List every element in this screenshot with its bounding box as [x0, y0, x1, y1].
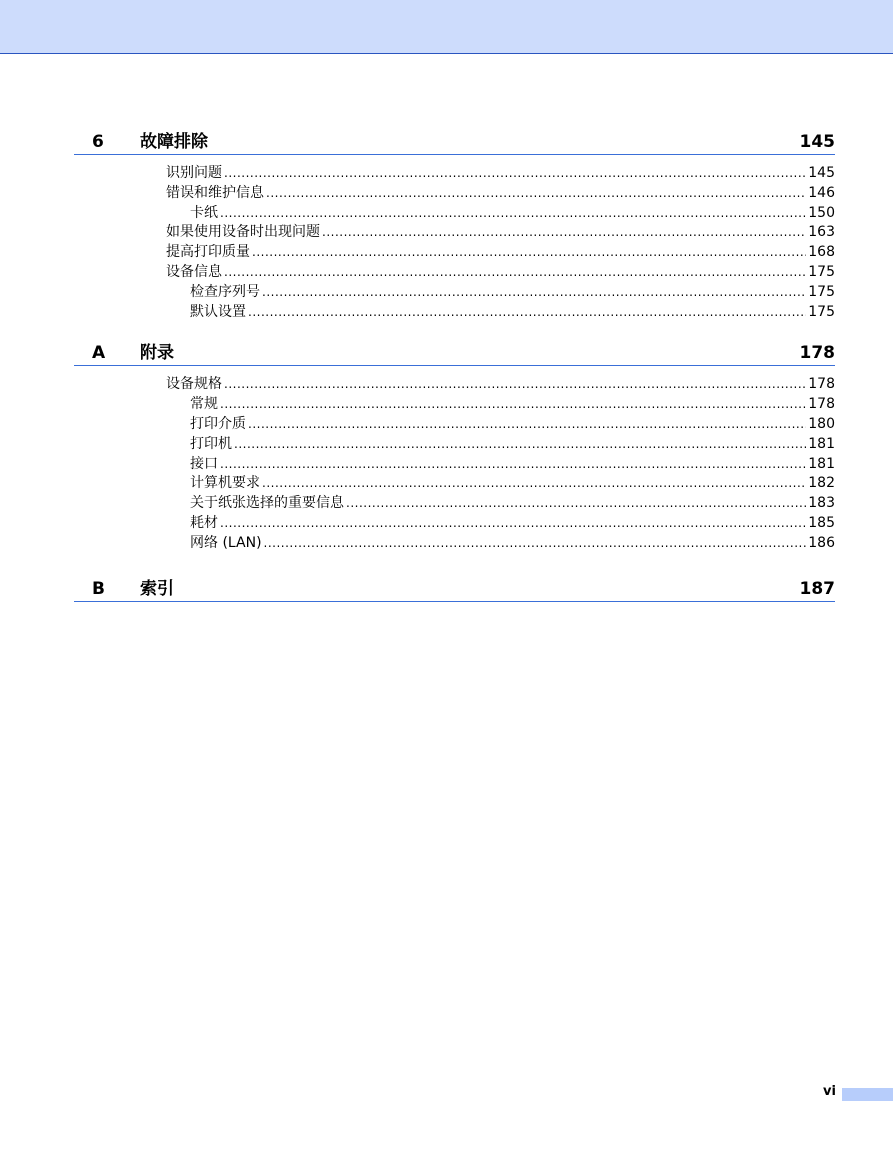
toc-entry[interactable]: [74, 435, 835, 455]
dot-leader: [266, 184, 806, 204]
toc-entry-page: 185: [808, 514, 835, 531]
chapter-a: [74, 341, 835, 553]
dot-leader: [248, 303, 806, 323]
dot-leader: [322, 223, 806, 243]
toc-entry-page: 150: [808, 204, 835, 221]
header-band: [0, 0, 893, 54]
toc-entry-page: 175: [808, 303, 835, 320]
chapter-b: [74, 577, 835, 602]
toc-entry[interactable]: [74, 263, 835, 283]
spacer: [74, 554, 835, 577]
toc-entry-page: 178: [808, 396, 835, 413]
toc-entry[interactable]: [74, 303, 835, 323]
dot-leader: [220, 204, 806, 224]
toc-entry[interactable]: [74, 184, 835, 204]
table-of-contents: [74, 130, 835, 602]
dot-leader: [224, 164, 806, 184]
toc-entry-page: 182: [808, 475, 835, 492]
chapter-heading[interactable]: [74, 341, 835, 366]
toc-entry[interactable]: [74, 204, 835, 224]
chapter-heading[interactable]: [74, 130, 835, 155]
toc-entry[interactable]: [74, 534, 835, 554]
toc-entry-label: 常规: [190, 396, 218, 413]
chapter-title: 附录: [140, 343, 174, 364]
chapter-heading[interactable]: [74, 577, 835, 602]
toc-entry[interactable]: [74, 494, 835, 514]
toc-entry[interactable]: [74, 223, 835, 243]
toc-entry-page: 181: [808, 455, 835, 472]
toc-entry-page: 146: [808, 184, 835, 201]
spacer: [74, 322, 835, 341]
toc-entry-page: 180: [808, 415, 835, 432]
toc-entry-label: 网络 (LAN): [190, 534, 262, 551]
toc-entry-page: 175: [808, 263, 835, 280]
toc-entry-page: 163: [808, 224, 835, 241]
toc-entry-page: 175: [808, 283, 835, 300]
toc-entry-label: 设备信息: [166, 263, 222, 280]
toc-entry[interactable]: [74, 415, 835, 435]
dot-leader: [264, 534, 807, 554]
toc-entry-label: 打印介质: [190, 415, 246, 432]
toc-entry-label: 识别问题: [166, 165, 222, 181]
chapter-page-number: 145: [799, 132, 835, 152]
toc-entry-page: 186: [808, 534, 835, 551]
toc-entry-page: 183: [808, 495, 835, 512]
dot-leader: [224, 375, 806, 395]
dot-leader: [220, 455, 806, 475]
dot-leader: [224, 263, 806, 283]
toc-entry[interactable]: [74, 375, 835, 395]
toc-entry[interactable]: [74, 474, 835, 494]
toc-entry-page: 145: [808, 165, 835, 181]
chapter-number: B: [92, 578, 105, 599]
toc-entry[interactable]: [74, 283, 835, 303]
toc-entry[interactable]: [74, 514, 835, 534]
chapter-title: 索引: [140, 578, 174, 599]
chapter-number: 6: [92, 132, 104, 152]
toc-entry-label: 计算机要求: [190, 475, 260, 492]
toc-entry-label: 提高打印质量: [166, 244, 250, 261]
toc-entry-label: 错误和维护信息: [166, 184, 264, 201]
toc-entry-label: 接口: [190, 455, 218, 472]
dot-leader: [220, 514, 806, 534]
dot-leader: [262, 283, 806, 303]
dot-leader: [252, 243, 806, 263]
chapter-entries: [74, 155, 835, 322]
toc-entry[interactable]: [74, 243, 835, 263]
page-number: vi: [823, 1084, 836, 1099]
toc-entry-label: 默认设置: [190, 303, 246, 320]
toc-entry[interactable]: [74, 164, 835, 184]
toc-entry-label: 如果使用设备时出现问题: [166, 224, 320, 241]
chapter-title: 故障排除: [140, 132, 208, 152]
dot-leader: [248, 415, 806, 435]
dot-leader: [220, 395, 806, 415]
chapter-page-number: 178: [799, 343, 835, 364]
toc-entry-page: 181: [808, 435, 835, 452]
dot-leader: [262, 474, 806, 494]
chapter-6: [74, 130, 835, 322]
chapter-page-number: 187: [799, 578, 835, 599]
toc-entry[interactable]: [74, 455, 835, 475]
toc-entry-page: 168: [808, 244, 835, 261]
footer-tab: [842, 1088, 893, 1101]
toc-entry-label: 卡纸: [190, 204, 218, 221]
toc-entry-label: 设备规格: [166, 376, 222, 393]
toc-entry-label: 打印机: [190, 435, 232, 452]
toc-entry-label: 检查序列号: [190, 283, 260, 300]
chapter-entries: [74, 366, 835, 553]
dot-leader: [346, 494, 806, 514]
toc-entry-page: 178: [808, 376, 835, 393]
toc-entry-label: 关于纸张选择的重要信息: [190, 495, 344, 512]
toc-entry[interactable]: [74, 395, 835, 415]
chapter-number: A: [92, 343, 106, 364]
toc-entry-label: 耗材: [190, 514, 218, 531]
dot-leader: [234, 435, 806, 455]
